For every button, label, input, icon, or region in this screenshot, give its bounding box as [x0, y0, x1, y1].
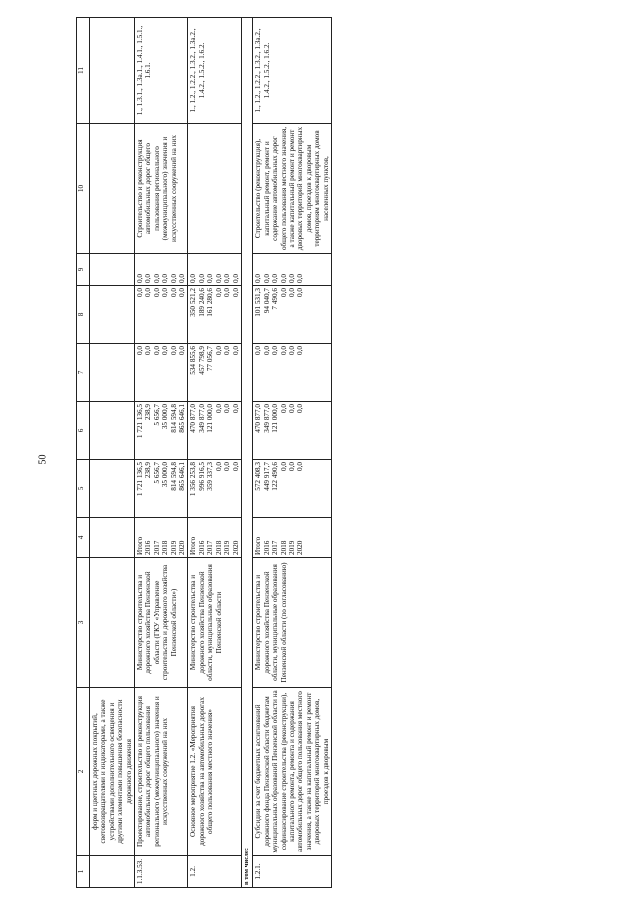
- years-value: Итого: [254, 536, 263, 555]
- years-value: 2016: [144, 540, 153, 555]
- years: [135, 518, 188, 558]
- row-number: 1.1.3.53.: [135, 856, 188, 888]
- local-budget-value: 7 490,6: [271, 288, 280, 310]
- other-sources-value: 0,0: [287, 274, 296, 283]
- other-sources-value: 0,0: [271, 274, 280, 283]
- row-number: 1.2.1.: [253, 856, 332, 888]
- federal-budget-value: 0,0: [178, 346, 187, 355]
- total-funding: [253, 460, 332, 518]
- local-budget-value: 161 280,6: [206, 288, 215, 317]
- local-budget-value: 0,0: [287, 288, 296, 297]
- expected-result: Строительство и реконструкция автомобильных дорог общего пользования регионального (межмуниципального) значения и искусственных сооружений на них: [135, 124, 188, 254]
- indicator-links: 1., 1.2., 1.2.2., 1.3.2., 1.3а.2., 1.4.2., 1.5.2., 1.6.2.: [188, 18, 241, 124]
- total-funding-value: 1 356 253,8: [189, 462, 198, 497]
- table-row: [188, 18, 241, 888]
- expected-result: Строительство (реконструкция), капитальный ремонт, ремонт и содержание автомобильных дорог общего пользования местного значения, а также капитальный ремонт и ремонт дворовых территорий многоквартирных домов, проездов к дворовым территориям многоквартирных домов населенных пунктов,: [253, 124, 332, 254]
- regional-budget-value: 0,0: [296, 404, 305, 413]
- federal-budget-value: 0,0: [169, 346, 178, 355]
- local-budget: [188, 286, 241, 344]
- total-funding-value: 0,0: [223, 462, 232, 471]
- local-budget-value: 0,0: [161, 288, 170, 297]
- regional-budget: [90, 402, 135, 460]
- other-sources-value: 0,0: [262, 274, 271, 283]
- total-funding-value: 572 408,3: [254, 462, 263, 491]
- expected-result: [90, 124, 135, 254]
- federal-budget-value: 0,0: [144, 346, 153, 355]
- local-budget-value: 0,0: [223, 288, 232, 297]
- local-budget-value: 0,0: [178, 288, 187, 297]
- local-budget-value: 0,0: [136, 288, 145, 297]
- rotated-table-container: [76, 18, 606, 888]
- years-value: Итого: [136, 536, 145, 555]
- federal-budget: [253, 344, 332, 402]
- total-funding-value: 122 490,6: [271, 462, 280, 491]
- years-value: 2018: [161, 540, 170, 555]
- other-sources-value: 0,0: [197, 274, 206, 283]
- local-budget: [135, 286, 188, 344]
- regional-budget: [253, 402, 332, 460]
- regional-budget-value: 0,0: [279, 404, 288, 413]
- federal-budget-value: 0,0: [287, 346, 296, 355]
- total-funding-value: 865 646,1: [178, 462, 187, 491]
- years-value: 2017: [271, 540, 280, 555]
- col-2-header: 2: [77, 688, 90, 856]
- col-5-header: 5: [77, 460, 90, 518]
- program-table: [76, 17, 332, 888]
- total-funding-value: 1 721 136,5: [136, 462, 145, 497]
- other-sources-value: 0,0: [231, 274, 240, 283]
- local-budget: [253, 286, 332, 344]
- years: [188, 518, 241, 558]
- indicator-links: 1., 1.3.1., 1.3а.1., 1.4.1., 1.5.1., 1.6.1.: [135, 18, 188, 124]
- executor: [90, 558, 135, 688]
- years-value: 2020: [178, 540, 187, 555]
- table-body: [90, 18, 332, 888]
- regional-budget-value: 470 877,0: [254, 404, 263, 433]
- regional-budget-value: 349 877,0: [197, 404, 206, 433]
- regional-budget-value: 0,0: [214, 404, 223, 413]
- local-budget-value: 0,0: [231, 288, 240, 297]
- federal-budget-value: 77 056,7: [206, 346, 215, 372]
- total-funding: [188, 460, 241, 518]
- years-value: 2019: [223, 540, 232, 555]
- other-sources-value: 0,0: [152, 274, 161, 283]
- regional-budget-value: 35 000,0: [161, 404, 170, 430]
- col-9-header: 9: [77, 254, 90, 286]
- col-6-header: 6: [77, 402, 90, 460]
- total-funding-value: 0,0: [287, 462, 296, 471]
- years-value: 2020: [296, 540, 305, 555]
- other-sources-value: 0,0: [296, 274, 305, 283]
- total-funding-value: 814 594,8: [169, 462, 178, 491]
- federal-budget-value: 0,0: [279, 346, 288, 355]
- years-value: 2016: [197, 540, 206, 555]
- years-value: 2016: [262, 540, 271, 555]
- other-sources-value: 0,0: [206, 274, 215, 283]
- total-funding: [90, 460, 135, 518]
- years-value: 2019: [287, 540, 296, 555]
- local-budget-value: 189 240,6: [197, 288, 206, 317]
- regional-budget: [135, 402, 188, 460]
- regional-budget-value: 0,0: [223, 404, 232, 413]
- years: [90, 518, 135, 558]
- total-funding-value: 0,0: [296, 462, 305, 471]
- regional-budget-value: 121 000,0: [271, 404, 280, 433]
- total-funding-value: 0,0: [279, 462, 288, 471]
- years: [253, 518, 332, 558]
- federal-budget: [135, 344, 188, 402]
- federal-budget-value: 0,0: [271, 346, 280, 355]
- total-funding-value: 449 917,7: [262, 462, 271, 491]
- other-sources-value: 0,0: [223, 274, 232, 283]
- regional-budget-value: 0,0: [231, 404, 240, 413]
- measure-name: Субсидии за счет бюджетных ассигнований дорожного фонда Пензенской области бюджетам муниципальных образований Пензенской области на софинансирование строительства (реконструкции), капитального ремонта, ремонта и содержания автомобильных дорог общего пользования местного значения, а также на капитальный ремонт и ремонт дворовых территорий многоквартирных домов, проездов к дворовым: [253, 688, 332, 856]
- other-sources-value: 0,0: [144, 274, 153, 283]
- indicator-links: [90, 18, 135, 124]
- other-sources-value: 0,0: [136, 274, 145, 283]
- regional-budget-value: 5 656,7: [152, 404, 161, 426]
- years-value: 2017: [152, 540, 161, 555]
- other-sources: [253, 254, 332, 286]
- local-budget-value: 94 040,7: [262, 288, 271, 314]
- regional-budget-value: 1 721 136,5: [136, 404, 145, 439]
- table-row: [135, 18, 188, 888]
- federal-budget-value: 457 798,9: [197, 346, 206, 375]
- other-sources: [188, 254, 241, 286]
- federal-budget-value: 0,0: [231, 346, 240, 355]
- local-budget-value: 0,0: [279, 288, 288, 297]
- indicator-links: 1., 1.2., 1.2.2., 1.3.2., 1.3а.2., 1.4.2., 1.5.2., 1.6.2.: [253, 18, 332, 124]
- regional-budget-value: 0,0: [287, 404, 296, 413]
- total-funding-value: 0,0: [231, 462, 240, 471]
- federal-budget-value: 0,0: [152, 346, 161, 355]
- total-funding-value: 238,9: [144, 462, 153, 479]
- federal-budget-value: 0,0: [214, 346, 223, 355]
- local-budget: [90, 286, 135, 344]
- table-row: [241, 18, 252, 888]
- total-funding-value: 35 000,0: [161, 462, 170, 488]
- col-3-header: 3: [77, 558, 90, 688]
- measure-name: Основное мероприятие 1.2. «Мероприятия дорожного хозяйства на автомобильных дорогах общего пользования местного значения»: [188, 688, 241, 856]
- regional-budget-value: 238,9: [144, 404, 153, 421]
- row-number: [90, 856, 135, 888]
- other-sources-value: 0,0: [178, 274, 187, 283]
- local-budget-value: 0,0: [169, 288, 178, 297]
- local-budget-value: 101 531,3: [254, 288, 263, 317]
- federal-budget-value: 0,0: [223, 346, 232, 355]
- years-value: 2018: [279, 540, 288, 555]
- total-funding-value: 5 656,7: [152, 462, 161, 484]
- federal-budget-value: 534 855,6: [189, 346, 198, 375]
- table-row: [253, 18, 332, 888]
- federal-budget-value: 0,0: [296, 346, 305, 355]
- regional-budget-value: 865 646,1: [178, 404, 187, 433]
- regional-budget: [188, 402, 241, 460]
- table-row: [90, 18, 135, 888]
- federal-budget-value: 0,0: [254, 346, 263, 355]
- other-sources-value: 0,0: [279, 274, 288, 283]
- other-sources-value: 0,0: [169, 274, 178, 283]
- col-8-header: 8: [77, 286, 90, 344]
- page-number: 50: [37, 454, 49, 465]
- federal-budget-value: 0,0: [262, 346, 271, 355]
- years-value: 2020: [231, 540, 240, 555]
- local-budget-value: 0,0: [296, 288, 305, 297]
- years-value: 2017: [206, 540, 215, 555]
- local-budget-value: 350 521,2: [189, 288, 198, 317]
- total-funding-value: 996 916,5: [197, 462, 206, 491]
- total-funding: [135, 460, 188, 518]
- regional-budget-value: 121 000,0: [206, 404, 215, 433]
- executor: Министерство строительства и дорожного хозяйства Пензенской области, муниципальные образования Пензенской области: [188, 558, 241, 688]
- federal-budget: [90, 344, 135, 402]
- other-sources-value: 0,0: [214, 274, 223, 283]
- federal-budget-value: 0,0: [161, 346, 170, 355]
- local-budget-value: 0,0: [214, 288, 223, 297]
- total-funding-value: 0,0: [214, 462, 223, 471]
- col-11-header: 11: [77, 18, 90, 124]
- local-budget-value: 0,0: [144, 288, 153, 297]
- other-sources: [90, 254, 135, 286]
- row-number: 1.2.: [188, 856, 241, 888]
- col-7-header: 7: [77, 344, 90, 402]
- col-1-header: 1: [77, 856, 90, 888]
- regional-budget-value: 814 594,8: [169, 404, 178, 433]
- other-sources-value: 0,0: [254, 274, 263, 283]
- col-4-header: 4: [77, 518, 90, 558]
- other-sources-value: 0,0: [161, 274, 170, 283]
- including-label: в том числе:: [241, 18, 252, 888]
- col-10-header: 10: [77, 124, 90, 254]
- executor: Министерство строительства и дорожного хозяйства Пензенской области (ГКУ «Управление строительства и дорожного хозяйства Пензенской области»): [135, 558, 188, 688]
- years-value: 2018: [214, 540, 223, 555]
- federal-budget: [188, 344, 241, 402]
- other-sources: [135, 254, 188, 286]
- regional-budget-value: 470 877,0: [189, 404, 198, 433]
- header-row: [77, 18, 90, 888]
- other-sources-value: 0,0: [189, 274, 198, 283]
- regional-budget-value: 349 877,0: [262, 404, 271, 433]
- measure-name: форм и цветных дорожных покрытий, световозвращателями и индикаторами, а также устройствами дополнительного освещения и другими элементами повышения безопасности дорожного движения: [90, 688, 135, 856]
- executor: Министерство строительства и дорожного хозяйства Пензенской области, муниципальные образования Пензенской области (по согласованию): [253, 558, 332, 688]
- measure-name: Проектирование, строительство и реконструкция автомобильных дорог общего пользования регионального (межмуниципального) значения и искусственных сооружений на них: [135, 688, 188, 856]
- local-budget-value: 0,0: [152, 288, 161, 297]
- total-funding-value: 359 337,3: [206, 462, 215, 491]
- years-value: Итого: [189, 536, 198, 555]
- expected-result: [188, 124, 241, 254]
- years-value: 2019: [169, 540, 178, 555]
- federal-budget-value: 0,0: [136, 346, 145, 355]
